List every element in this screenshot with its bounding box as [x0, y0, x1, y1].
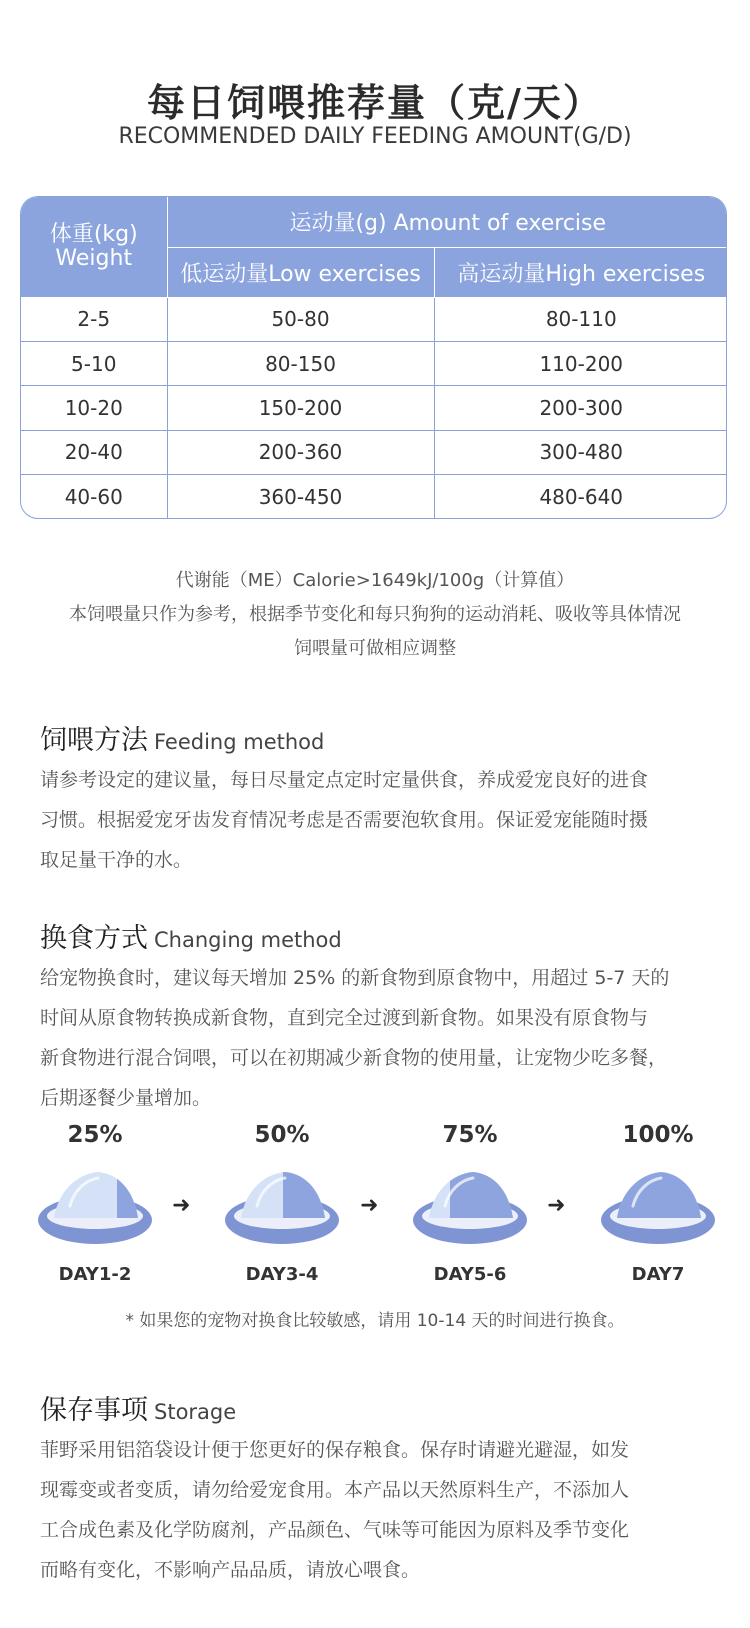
stage-day: DAY1-2 — [58, 1264, 132, 1285]
stage-1 — [25, 1122, 165, 1285]
arrow-right-icon: ➜ — [172, 1193, 191, 1218]
paragraph-line: 给宠物换食时，建议每天增加 25% 的新食物到原食物中，用超过 5-7 天的 — [40, 967, 670, 989]
stage-percent: 100% — [622, 1122, 694, 1148]
arrow-right-icon: ➜ — [360, 1193, 379, 1218]
weight-cell: 20-40 — [21, 430, 167, 474]
exercise-header: 运动量(g) Amount of exercise — [167, 197, 727, 247]
paragraph-line: 工合成色素及化学防腐剂，产品颜色、气味等可能因为原料及季节变化 — [40, 1519, 630, 1541]
weight-cell: 10-20 — [21, 386, 167, 430]
storage-title — [40, 1388, 236, 1427]
paragraph-line: 请参考设定的建议量，每日尽量定点定时定量供食，养成爱宠良好的进食 — [40, 769, 649, 791]
paragraph-line: 菲野采用铝箔袋设计便于您更好的保存粮食。保存时请避光避湿，如发 — [40, 1439, 630, 1461]
food-bowl-icon — [411, 1162, 529, 1246]
feeding-table — [20, 196, 727, 519]
storage-body — [40, 1430, 720, 1590]
high-cell: 110-200 — [434, 341, 727, 385]
storage-title-en: Storage — [154, 1400, 237, 1424]
stage-3 — [400, 1122, 540, 1285]
low-exercise-header: 低运动量Low exercises — [167, 247, 434, 297]
table-row — [21, 475, 727, 519]
low-cell: 360-450 — [167, 475, 434, 519]
paragraph-line: 新食物进行混合饲喂，可以在初期减少新食物的使用量，让宠物少吃多餐， — [40, 1047, 668, 1069]
stage-4 — [588, 1122, 728, 1285]
changing-method-title — [40, 916, 342, 955]
feeding-method-body — [40, 760, 720, 880]
feeding-method-title — [40, 718, 324, 757]
weight-cell: 2-5 — [21, 297, 167, 341]
feeding-method-title-en: Feeding method — [154, 730, 325, 754]
changing-method-body — [40, 958, 720, 1118]
reference-note: 本饲喂量只作为参考，根据季节变化和每只狗狗的运动消耗、吸收等具体情况 — [69, 604, 681, 625]
changing-method-title-en: Changing method — [154, 928, 342, 952]
stage-day: DAY5-6 — [433, 1264, 507, 1285]
table-row — [21, 297, 727, 341]
high-exercise-header: 高运动量High exercises — [434, 247, 727, 297]
high-cell: 480-640 — [434, 475, 727, 519]
weight-header — [21, 197, 167, 297]
weight-cell: 5-10 — [21, 341, 167, 385]
high-cell: 200-300 — [434, 386, 727, 430]
paragraph-line: 习惯。根据爱宠牙齿发育情况考虑是否需要泡软食用。保证爱宠能随时摄 — [40, 809, 649, 831]
weight-header-cn: 体重(kg) — [49, 221, 138, 247]
low-cell: 150-200 — [167, 386, 434, 430]
food-bowl-icon — [223, 1162, 341, 1246]
food-bowl-icon — [599, 1162, 717, 1246]
paragraph-line: 后期逐餐少量增加。 — [40, 1087, 212, 1109]
stage-percent: 75% — [442, 1122, 498, 1148]
paragraph-line: 取足量干净的水。 — [40, 849, 193, 871]
arrow-right-icon: ➜ — [547, 1193, 566, 1218]
weight-header-en: Weight — [55, 245, 133, 271]
paragraph-line: 时间从原食物转换成新食物，直到完全过渡到新食物。如果没有原食物与 — [40, 1007, 649, 1029]
table-row — [21, 386, 727, 430]
food-bowl-icon — [36, 1162, 154, 1246]
low-cell: 200-360 — [167, 430, 434, 474]
low-cell: 50-80 — [167, 297, 434, 341]
adjust-note: 饲喂量可做相应调整 — [294, 638, 456, 659]
stage-percent: 25% — [67, 1122, 123, 1148]
page-subtitle: RECOMMENDED DAILY FEEDING AMOUNT(G/D) — [118, 124, 632, 149]
weight-cell: 40-60 — [21, 475, 167, 519]
low-cell: 80-150 — [167, 341, 434, 385]
high-cell: 300-480 — [434, 430, 727, 474]
changing-method-title-cn: 换食方式 — [40, 923, 148, 954]
stage-percent: 50% — [254, 1122, 310, 1148]
stage-2 — [212, 1122, 352, 1285]
storage-title-cn: 保存事项 — [40, 1395, 148, 1426]
calorie-note: 代谢能（ME）Calorie>1649kJ/100g（计算值） — [175, 570, 575, 591]
changing-footnote: * 如果您的宠物对换食比较敏感，请用 10-14 天的时间进行换食。 — [125, 1311, 625, 1331]
paragraph-line: 而略有变化，不影响产品品质，请放心喂食。 — [40, 1559, 421, 1581]
feeding-method-title-cn: 饲喂方法 — [40, 725, 148, 756]
page-title: 每日饲喂推荐量（克/天） — [147, 81, 603, 125]
stage-day: DAY3-4 — [245, 1264, 319, 1285]
stage-day: DAY7 — [631, 1264, 685, 1285]
table-row — [21, 341, 727, 385]
paragraph-line: 现霉变或者变质，请勿给爱宠食用。本产品以天然原料生产，不添加人 — [40, 1479, 630, 1501]
table-row — [21, 430, 727, 474]
high-cell: 80-110 — [434, 297, 727, 341]
